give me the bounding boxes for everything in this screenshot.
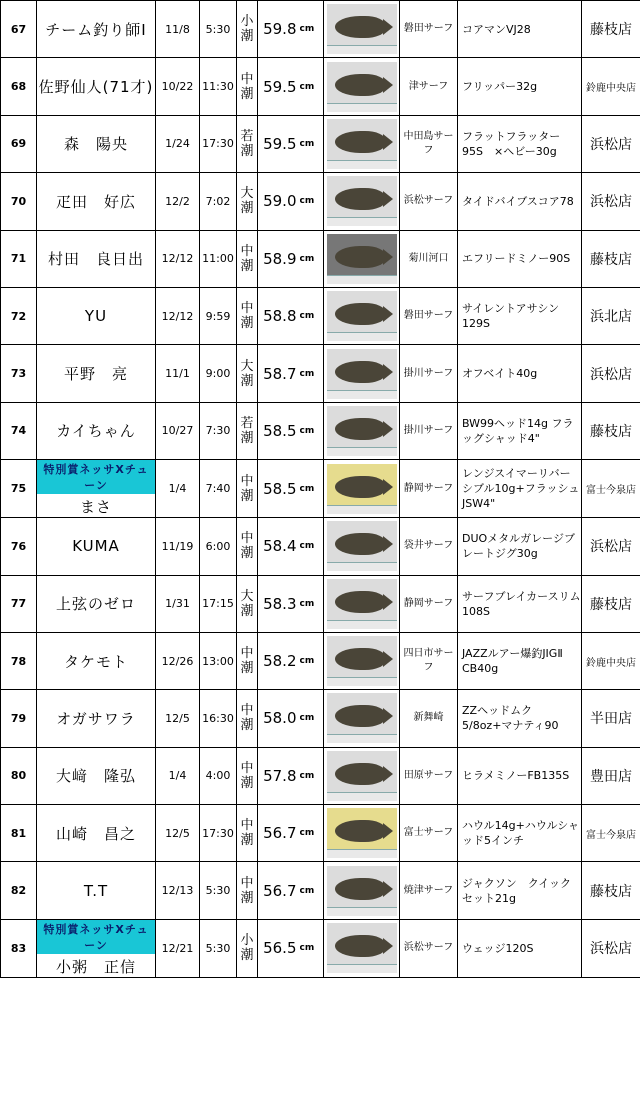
tide-cell: 中 潮 (237, 862, 258, 919)
unit-cell: cm (300, 345, 324, 402)
lure-cell: レンジスイマーリバーシブル10g+フラッシュJSW4" (458, 460, 582, 518)
time-cell: 6:00 (200, 518, 237, 575)
date-cell: 12/21 (156, 919, 200, 977)
flounder-tail-shape (383, 766, 393, 782)
flounder-shape (335, 303, 385, 325)
measuring-ruler (327, 217, 397, 226)
table-row (1, 862, 640, 919)
angler-name: 疋田 好広 (55, 192, 136, 211)
location-cell: 袋井サーフ (400, 518, 458, 575)
flounder-photo (327, 693, 397, 743)
unit-cell: cm (300, 632, 324, 689)
table-row (1, 287, 640, 344)
fish-photo-cell (324, 230, 400, 287)
flounder-shape (335, 648, 385, 670)
angler-name: まさ (79, 498, 112, 517)
fish-photo-cell (324, 747, 400, 804)
rank-cell: 77 (1, 575, 37, 632)
flounder-photo (327, 751, 397, 801)
angler-name-cell (37, 287, 156, 344)
table-row (1, 747, 640, 804)
shop-cell: 鈴鹿中央店 (582, 58, 640, 115)
flounder-photo (327, 406, 397, 456)
time-cell: 5:30 (200, 862, 237, 919)
table-row (1, 1, 640, 58)
angler-name: 村田 良日出 (47, 250, 144, 269)
fish-photo-cell (324, 345, 400, 402)
tide-cell: 中 潮 (237, 632, 258, 689)
flounder-shape (335, 418, 385, 440)
unit-cell: cm (300, 58, 324, 115)
time-cell: 16:30 (200, 690, 237, 747)
lure-cell: エフリードミノー90S (458, 230, 582, 287)
time-cell: 7:40 (200, 460, 237, 518)
flounder-shape (335, 361, 385, 383)
flounder-photo (327, 866, 397, 916)
unit-cell: cm (300, 805, 324, 862)
tide-cell: 大 潮 (237, 173, 258, 230)
angler-name-cell (37, 805, 156, 862)
angler-name-cell (37, 402, 156, 459)
size-cell: 58.0 (258, 690, 300, 747)
measuring-ruler (327, 562, 397, 571)
rank-cell: 79 (1, 690, 37, 747)
flounder-shape (335, 935, 385, 957)
flounder-shape (335, 16, 385, 38)
location-cell: 中田島サーフ (400, 115, 458, 172)
measuring-ruler (327, 734, 397, 743)
location-cell: 新舞崎 (400, 690, 458, 747)
location-cell: 四日市サーフ (400, 632, 458, 689)
location-cell: 田原サーフ (400, 747, 458, 804)
tide-cell: 中 潮 (237, 230, 258, 287)
lure-cell: JAZZルアー爆釣JIGⅡ CB40g (458, 632, 582, 689)
angler-name: YU (84, 307, 108, 326)
unit-cell: cm (300, 690, 324, 747)
lure-cell: フリッパー32g (458, 58, 582, 115)
lure-cell: タイドバイブスコア78 (458, 173, 582, 230)
location-cell: 浜松サーフ (400, 173, 458, 230)
flounder-tail-shape (383, 594, 393, 610)
size-cell: 58.5 (258, 402, 300, 459)
shop-cell: 豊田店 (582, 747, 640, 804)
unit-cell: cm (300, 173, 324, 230)
angler-name-cell (37, 230, 156, 287)
shop-cell: 半田店 (582, 690, 640, 747)
measuring-ruler (327, 160, 397, 169)
date-cell: 12/12 (156, 287, 200, 344)
tide-cell: 中 潮 (237, 287, 258, 344)
flounder-photo (327, 579, 397, 629)
flounder-shape (335, 131, 385, 153)
table-row (1, 632, 640, 689)
angler-name-cell (37, 58, 156, 115)
time-cell: 13:00 (200, 632, 237, 689)
flounder-tail-shape (383, 19, 393, 35)
date-cell: 10/27 (156, 402, 200, 459)
location-cell: 磐田サーフ (400, 1, 458, 58)
flounder-shape (335, 591, 385, 613)
flounder-photo (327, 464, 397, 514)
fish-photo-cell (324, 805, 400, 862)
size-cell: 58.8 (258, 287, 300, 344)
date-cell: 12/13 (156, 862, 200, 919)
measuring-ruler (327, 103, 397, 112)
table-row (1, 173, 640, 230)
fish-photo-cell (324, 575, 400, 632)
unit-cell: cm (300, 402, 324, 459)
time-cell: 9:59 (200, 287, 237, 344)
table-row (1, 460, 640, 518)
lure-cell: サイレントアサシン129S (458, 287, 582, 344)
location-cell: 掛川サーフ (400, 345, 458, 402)
angler-name-cell (37, 115, 156, 172)
tide-cell: 中 潮 (237, 460, 258, 518)
tide-cell: 小 潮 (237, 1, 258, 58)
flounder-shape (335, 476, 385, 498)
measuring-ruler (327, 447, 397, 456)
rank-cell: 71 (1, 230, 37, 287)
table-row (1, 230, 640, 287)
date-cell: 1/4 (156, 747, 200, 804)
angler-name-cell (37, 919, 156, 977)
time-cell: 7:30 (200, 402, 237, 459)
shop-cell: 富士今泉店 (582, 460, 640, 518)
table-row (1, 575, 640, 632)
time-cell: 17:30 (200, 805, 237, 862)
fish-photo-cell (324, 58, 400, 115)
shop-cell: 藤枝店 (582, 1, 640, 58)
flounder-tail-shape (383, 421, 393, 437)
shop-cell: 富士今泉店 (582, 805, 640, 862)
size-cell: 59.8 (258, 1, 300, 58)
angler-name-cell (37, 690, 156, 747)
unit-cell: cm (300, 862, 324, 919)
flounder-shape (335, 820, 385, 842)
date-cell: 1/4 (156, 460, 200, 518)
angler-name-cell (37, 173, 156, 230)
table-row (1, 115, 640, 172)
flounder-shape (335, 705, 385, 727)
tide-cell: 中 潮 (237, 805, 258, 862)
tide-cell: 若 潮 (237, 402, 258, 459)
shop-cell: 鈴鹿中央店 (582, 632, 640, 689)
lure-cell: ハウル14g+ハウルシャッド5インチ (458, 805, 582, 862)
location-cell: 菊川河口 (400, 230, 458, 287)
unit-cell: cm (300, 575, 324, 632)
lure-cell: サーフブレイカースリム108S (458, 575, 582, 632)
size-cell: 56.7 (258, 862, 300, 919)
tide-cell: 中 潮 (237, 747, 258, 804)
fish-photo-cell (324, 287, 400, 344)
location-cell: 津サーフ (400, 58, 458, 115)
fish-photo-cell (324, 919, 400, 977)
angler-name-cell (37, 345, 156, 402)
angler-name-cell (37, 862, 156, 919)
shop-cell: 藤枝店 (582, 862, 640, 919)
table-row (1, 518, 640, 575)
shop-cell: 浜松店 (582, 173, 640, 230)
flounder-photo (327, 808, 397, 858)
flounder-tail-shape (383, 134, 393, 150)
angler-name: カイちゃん (56, 422, 136, 441)
flounder-tail-shape (383, 364, 393, 380)
size-cell: 56.7 (258, 805, 300, 862)
angler-name: オガサワラ (56, 709, 136, 728)
date-cell: 12/5 (156, 805, 200, 862)
rank-cell: 67 (1, 1, 37, 58)
ranking-rows (1, 1, 640, 978)
flounder-photo (327, 923, 397, 973)
angler-name: 佐野仙人(71才) (38, 78, 154, 97)
shop-cell: 浜北店 (582, 287, 640, 344)
flounder-tail-shape (383, 249, 393, 265)
rank-cell: 83 (1, 919, 37, 977)
angler-name: 山崎 昌之 (55, 824, 136, 843)
fish-photo-cell (324, 632, 400, 689)
angler-name-cell (37, 632, 156, 689)
location-cell: 浜松サーフ (400, 919, 458, 977)
fish-photo-cell (324, 1, 400, 58)
rank-cell: 75 (1, 460, 37, 518)
size-cell: 57.8 (258, 747, 300, 804)
date-cell: 12/2 (156, 173, 200, 230)
shop-cell: 浜松店 (582, 115, 640, 172)
date-cell: 10/22 (156, 58, 200, 115)
rank-cell: 81 (1, 805, 37, 862)
unit-cell: cm (300, 1, 324, 58)
special-award-badge: 特別賞ネッサXチューン (37, 460, 155, 494)
time-cell: 5:30 (200, 1, 237, 58)
angler-name: 小粥 正信 (55, 957, 136, 976)
flounder-photo (327, 291, 397, 341)
measuring-ruler (327, 275, 397, 284)
lure-cell: オフベイト40g (458, 345, 582, 402)
location-cell: 焼津サーフ (400, 862, 458, 919)
flounder-tail-shape (383, 651, 393, 667)
table-row (1, 345, 640, 402)
size-cell: 59.5 (258, 115, 300, 172)
time-cell: 4:00 (200, 747, 237, 804)
rank-cell: 76 (1, 518, 37, 575)
size-cell: 58.2 (258, 632, 300, 689)
angler-name: タケモト (63, 652, 128, 671)
flounder-tail-shape (383, 536, 393, 552)
time-cell: 7:02 (200, 173, 237, 230)
tide-cell: 若 潮 (237, 115, 258, 172)
special-award-badge: 特別賞ネッサXチューン (37, 920, 155, 954)
flounder-photo (327, 176, 397, 226)
angler-name: T.T (83, 881, 109, 900)
location-cell: 静岡サーフ (400, 575, 458, 632)
date-cell: 11/8 (156, 1, 200, 58)
size-cell: 58.7 (258, 345, 300, 402)
flounder-tail-shape (383, 881, 393, 897)
rank-cell: 72 (1, 287, 37, 344)
size-cell: 58.4 (258, 518, 300, 575)
size-cell: 59.5 (258, 58, 300, 115)
angler-name: 平野 亮 (63, 365, 128, 384)
rank-cell: 82 (1, 862, 37, 919)
shop-cell: 浜松店 (582, 345, 640, 402)
flounder-photo (327, 4, 397, 54)
table-row (1, 402, 640, 459)
tide-cell: 小 潮 (237, 919, 258, 977)
measuring-ruler (327, 505, 397, 514)
flounder-photo (327, 62, 397, 112)
location-cell: 富士サーフ (400, 805, 458, 862)
lure-cell: DUOメタルガレージブレートジグ30g (458, 518, 582, 575)
unit-cell: cm (300, 919, 324, 977)
flounder-photo (327, 349, 397, 399)
fish-photo-cell (324, 173, 400, 230)
date-cell: 12/5 (156, 690, 200, 747)
unit-cell: cm (300, 518, 324, 575)
angler-name: 上弦のゼロ (55, 595, 136, 614)
lure-cell: ヒラメミノーFB135S (458, 747, 582, 804)
shop-cell: 藤枝店 (582, 575, 640, 632)
flounder-tail-shape (383, 306, 393, 322)
fish-photo-cell (324, 402, 400, 459)
rank-cell: 73 (1, 345, 37, 402)
angler-name-cell (37, 518, 156, 575)
angler-name-cell (37, 575, 156, 632)
date-cell: 11/1 (156, 345, 200, 402)
location-cell: 掛川サーフ (400, 402, 458, 459)
flounder-tail-shape (383, 479, 393, 495)
measuring-ruler (327, 964, 397, 973)
location-cell: 静岡サーフ (400, 460, 458, 518)
flounder-shape (335, 188, 385, 210)
flounder-shape (335, 74, 385, 96)
measuring-ruler (327, 849, 397, 858)
table-row (1, 58, 640, 115)
rank-cell: 74 (1, 402, 37, 459)
date-cell: 12/26 (156, 632, 200, 689)
flounder-tail-shape (383, 938, 393, 954)
unit-cell: cm (300, 287, 324, 344)
fish-photo-cell (324, 115, 400, 172)
flounder-tail-shape (383, 77, 393, 93)
tide-cell: 大 潮 (237, 575, 258, 632)
rank-cell: 70 (1, 173, 37, 230)
angler-name-cell (37, 1, 156, 58)
measuring-ruler (327, 792, 397, 801)
date-cell: 1/24 (156, 115, 200, 172)
flounder-tail-shape (383, 823, 393, 839)
fish-photo-cell (324, 862, 400, 919)
time-cell: 17:30 (200, 115, 237, 172)
unit-cell: cm (300, 115, 324, 172)
angler-name: 森 陽央 (63, 135, 128, 154)
flounder-tail-shape (383, 708, 393, 724)
table-row (1, 919, 640, 977)
table-row (1, 690, 640, 747)
flounder-photo (327, 119, 397, 169)
measuring-ruler (327, 45, 397, 54)
rank-cell: 80 (1, 747, 37, 804)
flounder-shape (335, 533, 385, 555)
angler-name: 大﨑 隆弘 (55, 767, 136, 786)
fish-photo-cell (324, 460, 400, 518)
angler-name-cell (37, 747, 156, 804)
tide-cell: 中 潮 (237, 518, 258, 575)
time-cell: 9:00 (200, 345, 237, 402)
flounder-photo (327, 636, 397, 686)
date-cell: 1/31 (156, 575, 200, 632)
measuring-ruler (327, 332, 397, 341)
size-cell: 58.5 (258, 460, 300, 518)
measuring-ruler (327, 390, 397, 399)
measuring-ruler (327, 620, 397, 629)
rank-cell: 78 (1, 632, 37, 689)
table-row (1, 805, 640, 862)
angler-name-cell (37, 460, 156, 518)
rank-cell: 69 (1, 115, 37, 172)
unit-cell: cm (300, 460, 324, 518)
fish-photo-cell (324, 518, 400, 575)
size-cell: 58.9 (258, 230, 300, 287)
time-cell: 11:00 (200, 230, 237, 287)
date-cell: 12/12 (156, 230, 200, 287)
shop-cell: 浜松店 (582, 919, 640, 977)
flounder-shape (335, 763, 385, 785)
location-cell: 磐田サーフ (400, 287, 458, 344)
time-cell: 11:30 (200, 58, 237, 115)
unit-cell: cm (300, 747, 324, 804)
lure-cell: コアマンVJ28 (458, 1, 582, 58)
lure-cell: ウェッジ120S (458, 919, 582, 977)
flounder-shape (335, 246, 385, 268)
size-cell: 59.0 (258, 173, 300, 230)
date-cell: 11/19 (156, 518, 200, 575)
measuring-ruler (327, 677, 397, 686)
shop-cell: 浜松店 (582, 518, 640, 575)
lure-cell: ジャクソン クイックセット21g (458, 862, 582, 919)
flounder-shape (335, 878, 385, 900)
unit-cell: cm (300, 230, 324, 287)
lure-cell: BW99ヘッド14g フラッグシャッド4" (458, 402, 582, 459)
lure-cell: ZZヘッドムク5/8oz+マナティ90 (458, 690, 582, 747)
time-cell: 5:30 (200, 919, 237, 977)
size-cell: 58.3 (258, 575, 300, 632)
rank-cell: 68 (1, 58, 37, 115)
tide-cell: 中 潮 (237, 690, 258, 747)
time-cell: 17:15 (200, 575, 237, 632)
tide-cell: 大 潮 (237, 345, 258, 402)
shop-cell: 藤枝店 (582, 230, 640, 287)
tide-cell: 中 潮 (237, 58, 258, 115)
lure-cell: フラットフラッター95S ×ヘビー30g (458, 115, 582, 172)
angler-name: KUMA (72, 537, 120, 556)
shop-cell: 藤枝店 (582, 402, 640, 459)
measuring-ruler (327, 907, 397, 916)
flounder-photo (327, 234, 397, 284)
flounder-tail-shape (383, 191, 393, 207)
angler-name: チーム釣り師Ⅰ (45, 20, 147, 39)
fish-photo-cell (324, 690, 400, 747)
size-cell: 56.5 (258, 919, 300, 977)
flounder-photo (327, 521, 397, 571)
